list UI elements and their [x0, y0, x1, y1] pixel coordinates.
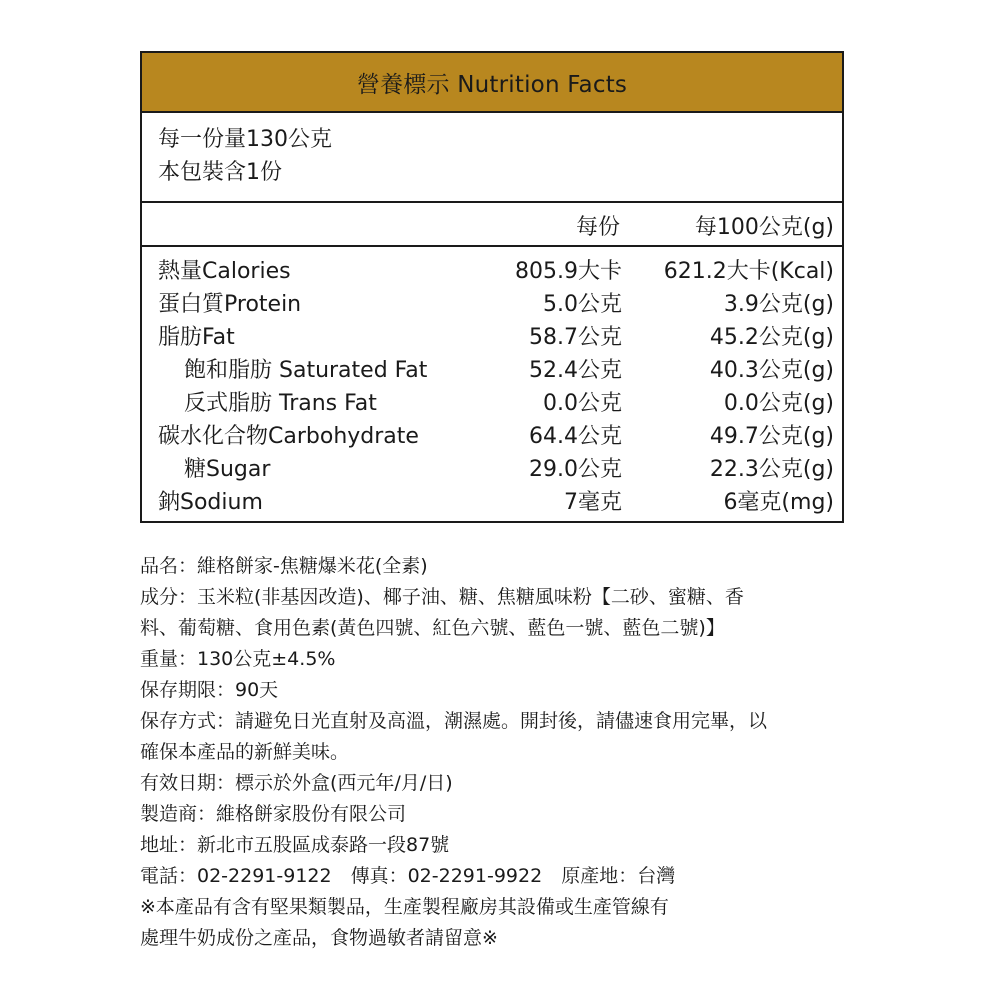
allergen-notice-line-2: 處理牛奶成份之產品，食物過敏者請留意※	[140, 927, 498, 949]
nutrient-label: 熱量Calories	[158, 259, 291, 284]
weight: 重量：130公克±4.5%	[140, 648, 336, 670]
ingredients-line-2: 料、葡萄糖、食用色素(黃色四號、紅色六號、藍色一號、藍色二號)】	[140, 617, 725, 639]
serving-size: 每一份量130公克	[158, 127, 332, 152]
per-serving-value: 5.0公克	[543, 292, 622, 317]
per-100g-value: 6毫克(mg)	[723, 490, 834, 515]
address: 地址：新北市五股區成泰路一段87號	[140, 834, 450, 856]
nutrient-row-fat	[142, 321, 842, 354]
per-serving-value: 7毫克	[564, 490, 622, 515]
allergen-notice-line-1: ※本產品有含有堅果類製品，生產製程廠房其設備或生產管線有	[140, 896, 669, 918]
per-serving-value: 0.0公克	[543, 391, 622, 416]
storage-line-2: 確保本產品的新鮮美味。	[140, 741, 350, 763]
per-100g-header: 每100公克(g)	[694, 215, 834, 240]
per-100g-value: 49.7公克(g)	[709, 424, 834, 449]
nutrient-row-calories	[142, 255, 842, 288]
per-serving-header: 每份	[575, 215, 620, 240]
ingredients-line-1: 成分：玉米粒(非基因改造)、椰子油、糖、焦糖風味粉【二砂、蜜糖、香	[140, 586, 744, 608]
nutrient-label: 蛋白質Protein	[158, 292, 302, 317]
per-serving-value: 52.4公克	[529, 358, 622, 383]
serving-info	[142, 113, 842, 203]
nutrient-row-saturated-fat	[142, 354, 842, 387]
nutrient-rows	[142, 247, 842, 519]
contact-origin: 電話：02-2291-9122 傳真：02-2291-9922 原產地：台灣	[140, 865, 676, 887]
nutrient-label: 糖Sugar	[184, 457, 271, 482]
per-serving-value: 29.0公克	[529, 457, 622, 482]
nutrient-label: 飽和脂肪 Saturated Fat	[184, 358, 428, 383]
per-100g-value: 22.3公克(g)	[709, 457, 834, 482]
column-header	[142, 203, 842, 247]
nutrient-label: 反式脂肪 Trans Fat	[184, 391, 377, 416]
nutrient-row-sugar	[142, 453, 842, 486]
per-100g-value: 45.2公克(g)	[709, 325, 834, 350]
shelf-life: 保存期限：90天	[140, 679, 279, 701]
nutrient-row-sodium	[142, 486, 842, 519]
nutrient-label: 脂肪Fat	[158, 325, 235, 350]
manufacturer: 製造商：維格餅家股份有限公司	[140, 803, 407, 825]
servings-per-package: 本包裝含1份	[158, 160, 282, 185]
nutrient-row-protein	[142, 288, 842, 321]
nutrient-label: 鈉Sodium	[158, 490, 263, 515]
per-100g-value: 621.2大卡(Kcal)	[663, 259, 834, 284]
product-info	[140, 551, 850, 954]
per-100g-value: 0.0公克(g)	[723, 391, 834, 416]
per-serving-value: 805.9大卡	[515, 259, 622, 284]
product-name: 品名：維格餅家-焦糖爆米花(全素)	[140, 555, 428, 577]
nutrient-row-carbohydrate	[142, 420, 842, 453]
per-serving-value: 58.7公克	[529, 325, 622, 350]
nutrition-facts-title: 營養標示 Nutrition Facts	[142, 53, 842, 113]
storage-line-1: 保存方式：請避免日光直射及高溫，潮濕處。開封後，請儘速食用完畢，以	[140, 710, 768, 732]
per-100g-value: 40.3公克(g)	[709, 358, 834, 383]
per-serving-value: 64.4公克	[529, 424, 622, 449]
nutrition-facts-table	[140, 51, 844, 523]
nutrient-row-trans-fat	[142, 387, 842, 420]
nutrient-label: 碳水化合物Carbohydrate	[158, 424, 419, 449]
expiry-date: 有效日期：標示於外盒(西元年/月/日)	[140, 772, 453, 794]
per-100g-value: 3.9公克(g)	[723, 292, 834, 317]
